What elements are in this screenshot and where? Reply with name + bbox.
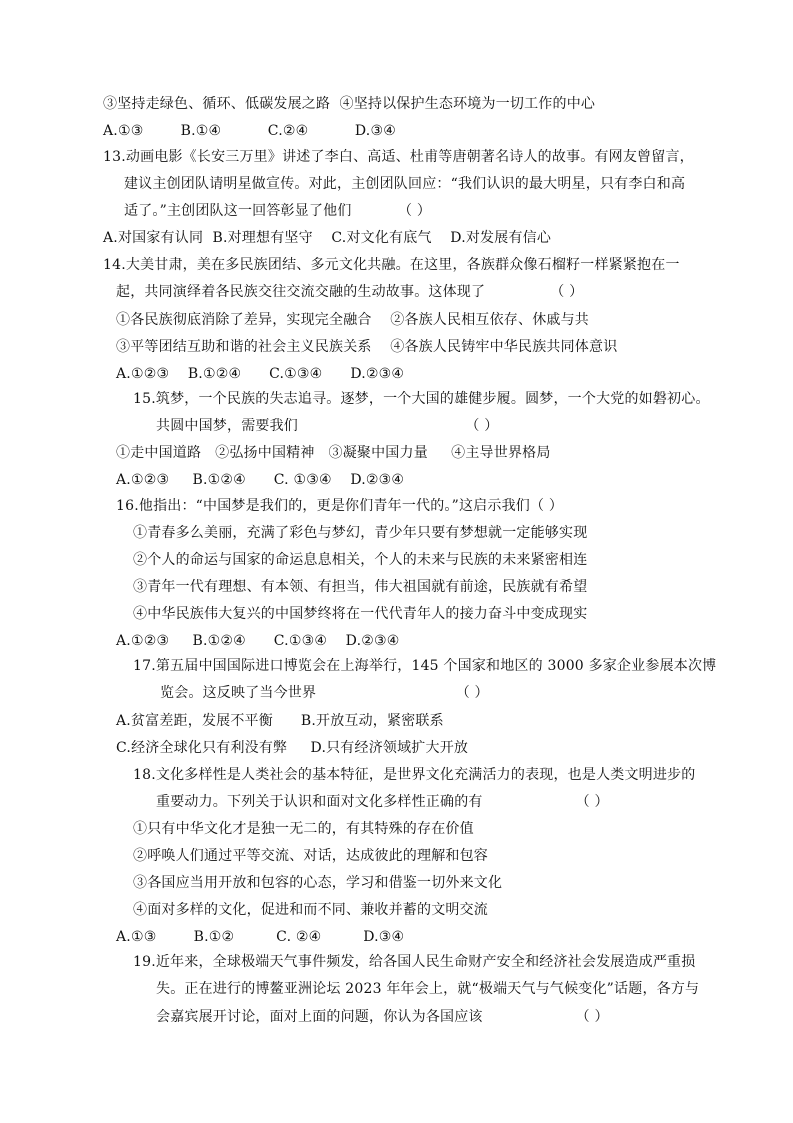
q15-answer-choices: A.①②③ B.①②④ C. ①③④ D.②③④ [116, 472, 405, 488]
q14-option-line-2: ③平等团结互助和谐的社会主义民族关系 ④各族人民铸牢中华民族共同体意识 [116, 339, 618, 355]
q16-option-1: ①青春多么美丽，充满了彩色与梦幻，青少年只要有梦想就一定能够实现 [133, 525, 588, 541]
q19-stem-line-3: 会嘉宾展开讨论，面对上面的问题，你认为各国应该 （ ） [156, 1009, 609, 1025]
q16-option-4: ④中华民族伟大复兴的中国梦终将在一代代青年人的接力奋斗中变成现实 [133, 606, 588, 622]
q14-stem-line-1: 14.大美甘肃，美在多民族团结、多元文化共融。在这里，各族群众像石榴籽一样紧紧抱在一 [103, 257, 680, 273]
q14-option-line-1: ①各民族彻底消除了差异，实现完全融合 ②各族人民相互依存、休戚与共 [116, 312, 589, 328]
q13-stem-line-2: 建议主创团队请明星做宣传。对此，主创团队回应：“我们认识的最大明星，只有李白和高 [124, 176, 686, 192]
q19-stem-line-2: 失。正在进行的博鳌亚洲论坛 2023 年年会上，就“极端天气与气候变化”话题，各方与 [156, 981, 700, 997]
q17-stem-line-1: 17.第五届中国国际进口博览会在上海举行，145 个国家和地区的 3000 多家企业参展本次博 [133, 658, 717, 674]
q16-stem: 16.他指出：“中国梦是我们的，更是你们青年一代的。”这启示我们（ ） [116, 498, 564, 514]
q12-option-line-2: ③坚持走绿色、循环、低碳发展之路 ④坚持以保护生态环境为一切工作的中心 [103, 96, 596, 112]
q16-option-2: ②个人的命运与国家的命运息息相关，个人的未来与民族的未来紧密相连 [133, 552, 588, 568]
q13-stem-line-3: 适了。”主创团队这一回答彰显了他们 （ ） [124, 203, 432, 219]
q15-stem-line-1: 15.筑梦，一个民族的失志追寻。逐梦，一个大国的雄健步履。圆梦，一个大党的如磐初心。 [133, 391, 710, 407]
q17-stem-line-2: 览会。这反映了当今世界 （ ） [160, 685, 489, 701]
q18-stem-line-1: 18.文化多样性是人类社会的基本特征，是世界文化充满活力的表现，也是人类文明进步的 [133, 767, 696, 783]
q16-answer-choices: A.①②③ B.①②④ C.①③④ D.②③④ [116, 633, 400, 649]
q18-option-3: ③各国应当用开放和包容的心态，学习和借鉴一切外来文化 [133, 875, 503, 891]
q18-option-2: ②呼唤人们通过平等交流、对话，达成彼此的理解和包容 [133, 848, 488, 864]
q18-stem-line-2: 重要动力。下列关于认识和面对文化多样性正确的有 （ ） [156, 794, 609, 810]
q16-option-3: ③青年一代有理想、有本领、有担当，伟大祖国就有前途，民族就有希望 [133, 579, 588, 595]
q17-answer-line-1: A.贫富差距，发展不平衡 B.开放互动，紧密联系 [116, 713, 444, 729]
q19-stem-line-1: 19.近年来，全球极端天气事件频发，给各国人民生命财产安全和经济社会发展造成严重损 [133, 954, 696, 970]
q13-stem-line-1: 13.动画电影《长安三万里》讲述了李白、高适、杜甫等唐朝著名诗人的故事。有网友曾留言， [103, 149, 694, 165]
q15-stem-line-2: 共圆中国梦，需要我们 （ ） [156, 418, 499, 434]
q14-stem-line-2: 起，共同演绎着各民族交往交流交融的生动故事。这体现了 （ ） [116, 284, 584, 300]
q14-answer-choices: A.①②③ B.①②④ C.①③④ D.②③④ [116, 366, 405, 382]
q12-answer-choices: A.①③ B.①④ C.②④ D.③④ [103, 123, 396, 139]
q18-option-4: ④面对多样的文化，促进和而不同、兼收并蓄的文明交流 [133, 902, 488, 918]
q18-answer-choices: A.①③ B.①② C. ②④ D.③④ [116, 929, 405, 945]
q18-option-1: ①只有中华文化才是独一无二的，有其特殊的存在价值 [133, 821, 474, 837]
q15-options: ①走中国道路 ②弘扬中国精神 ③凝聚中国力量 ④主导世界格局 [116, 445, 551, 461]
q17-answer-line-2: C.经济全球化只有利没有弊 D.只有经济领域扩大开放 [116, 740, 469, 756]
q13-answer-choices: A.对国家有认同 B.对理想有坚守 C.对文化有底气 D.对发展有信心 [103, 230, 552, 246]
